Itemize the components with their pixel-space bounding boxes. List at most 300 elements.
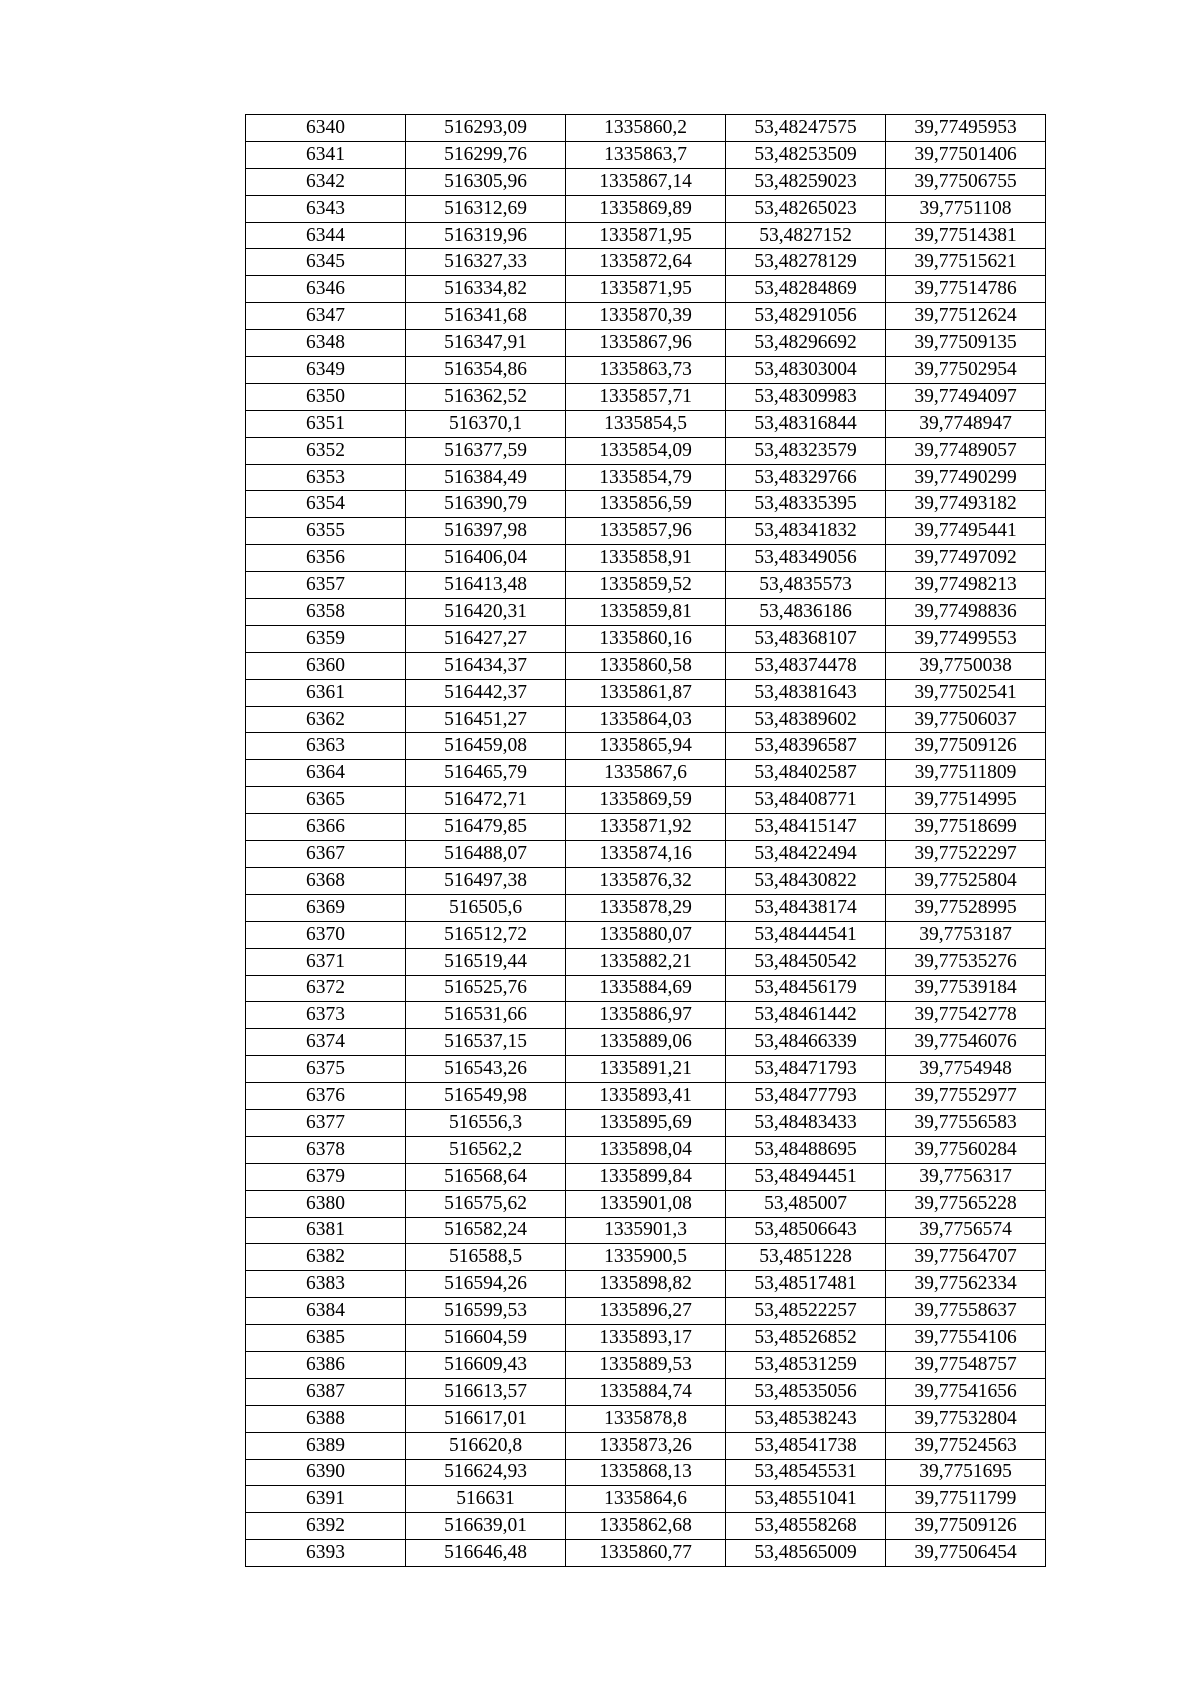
y-coordinate-cell: 1335889,06 — [566, 1029, 726, 1056]
table-row — [246, 545, 1046, 572]
point-number-cell: 6374 — [246, 1029, 406, 1056]
table-row — [246, 599, 1046, 626]
y-coordinate-cell: 1335854,09 — [566, 437, 726, 464]
longitude-cell: 39,77493182 — [886, 491, 1046, 518]
x-coordinate-cell: 516299,76 — [406, 141, 566, 168]
latitude-cell: 53,4835573 — [726, 572, 886, 599]
latitude-cell: 53,48522257 — [726, 1298, 886, 1325]
longitude-cell: 39,77514786 — [886, 276, 1046, 303]
table-row — [246, 141, 1046, 168]
latitude-cell: 53,48477793 — [726, 1083, 886, 1110]
y-coordinate-cell: 1335857,71 — [566, 383, 726, 410]
y-coordinate-cell: 1335878,8 — [566, 1405, 726, 1432]
latitude-cell: 53,48296692 — [726, 330, 886, 357]
point-number-cell: 6384 — [246, 1298, 406, 1325]
x-coordinate-cell: 516604,59 — [406, 1325, 566, 1352]
x-coordinate-cell: 516479,85 — [406, 814, 566, 841]
longitude-cell: 39,77528995 — [886, 894, 1046, 921]
latitude-cell: 53,48278129 — [726, 249, 886, 276]
y-coordinate-cell: 1335901,3 — [566, 1217, 726, 1244]
point-number-cell: 6375 — [246, 1056, 406, 1083]
latitude-cell: 53,48538243 — [726, 1405, 886, 1432]
y-coordinate-cell: 1335870,39 — [566, 303, 726, 330]
point-number-cell: 6377 — [246, 1109, 406, 1136]
point-number-cell: 6347 — [246, 303, 406, 330]
point-number-cell: 6356 — [246, 545, 406, 572]
latitude-cell: 53,48506643 — [726, 1217, 886, 1244]
point-number-cell: 6353 — [246, 464, 406, 491]
latitude-cell: 53,48444541 — [726, 921, 886, 948]
y-coordinate-cell: 1335856,59 — [566, 491, 726, 518]
longitude-cell: 39,77558637 — [886, 1298, 1046, 1325]
point-number-cell: 6342 — [246, 168, 406, 195]
point-number-cell: 6340 — [246, 115, 406, 142]
x-coordinate-cell: 516639,01 — [406, 1513, 566, 1540]
table-row — [246, 195, 1046, 222]
longitude-cell: 39,77539184 — [886, 975, 1046, 1002]
point-number-cell: 6393 — [246, 1540, 406, 1567]
table-row — [246, 1109, 1046, 1136]
longitude-cell: 39,77498213 — [886, 572, 1046, 599]
y-coordinate-cell: 1335898,82 — [566, 1271, 726, 1298]
x-coordinate-cell: 516613,57 — [406, 1378, 566, 1405]
longitude-cell: 39,77518699 — [886, 814, 1046, 841]
table-row — [246, 679, 1046, 706]
x-coordinate-cell: 516377,59 — [406, 437, 566, 464]
x-coordinate-cell: 516617,01 — [406, 1405, 566, 1432]
point-number-cell: 6373 — [246, 1002, 406, 1029]
x-coordinate-cell: 516442,37 — [406, 679, 566, 706]
point-number-cell: 6348 — [246, 330, 406, 357]
latitude-cell: 53,48526852 — [726, 1325, 886, 1352]
y-coordinate-cell: 1335880,07 — [566, 921, 726, 948]
y-coordinate-cell: 1335867,96 — [566, 330, 726, 357]
table-row — [246, 1432, 1046, 1459]
latitude-cell: 53,48430822 — [726, 867, 886, 894]
longitude-cell: 39,7748947 — [886, 410, 1046, 437]
x-coordinate-cell: 516390,79 — [406, 491, 566, 518]
point-number-cell: 6359 — [246, 625, 406, 652]
table-row — [246, 491, 1046, 518]
y-coordinate-cell: 1335859,52 — [566, 572, 726, 599]
x-coordinate-cell: 516370,1 — [406, 410, 566, 437]
y-coordinate-cell: 1335854,5 — [566, 410, 726, 437]
y-coordinate-cell: 1335891,21 — [566, 1056, 726, 1083]
longitude-cell: 39,77515621 — [886, 249, 1046, 276]
longitude-cell: 39,77562334 — [886, 1271, 1046, 1298]
y-coordinate-cell: 1335895,69 — [566, 1109, 726, 1136]
point-number-cell: 6389 — [246, 1432, 406, 1459]
point-number-cell: 6354 — [246, 491, 406, 518]
longitude-cell: 39,77511799 — [886, 1486, 1046, 1513]
longitude-cell: 39,77490299 — [886, 464, 1046, 491]
table-row — [246, 706, 1046, 733]
y-coordinate-cell: 1335860,58 — [566, 652, 726, 679]
point-number-cell: 6372 — [246, 975, 406, 1002]
table-row — [246, 733, 1046, 760]
y-coordinate-cell: 1335893,17 — [566, 1325, 726, 1352]
latitude-cell: 53,48389602 — [726, 706, 886, 733]
table-row — [246, 1002, 1046, 1029]
point-number-cell: 6350 — [246, 383, 406, 410]
x-coordinate-cell: 516620,8 — [406, 1432, 566, 1459]
point-number-cell: 6376 — [246, 1083, 406, 1110]
longitude-cell: 39,77509126 — [886, 733, 1046, 760]
table-row — [246, 1056, 1046, 1083]
x-coordinate-cell: 516631 — [406, 1486, 566, 1513]
longitude-cell: 39,77524563 — [886, 1432, 1046, 1459]
point-number-cell: 6368 — [246, 867, 406, 894]
point-number-cell: 6357 — [246, 572, 406, 599]
table-row — [246, 814, 1046, 841]
table-row — [246, 867, 1046, 894]
y-coordinate-cell: 1335854,79 — [566, 464, 726, 491]
x-coordinate-cell: 516347,91 — [406, 330, 566, 357]
table-row — [246, 1029, 1046, 1056]
point-number-cell: 6358 — [246, 599, 406, 626]
latitude-cell: 53,48415147 — [726, 814, 886, 841]
x-coordinate-cell: 516341,68 — [406, 303, 566, 330]
latitude-cell: 53,48396587 — [726, 733, 886, 760]
x-coordinate-cell: 516525,76 — [406, 975, 566, 1002]
latitude-cell: 53,48253509 — [726, 141, 886, 168]
table-row — [246, 1136, 1046, 1163]
longitude-cell: 39,77512624 — [886, 303, 1046, 330]
x-coordinate-cell: 516519,44 — [406, 948, 566, 975]
latitude-cell: 53,48450542 — [726, 948, 886, 975]
x-coordinate-cell: 516465,79 — [406, 760, 566, 787]
y-coordinate-cell: 1335876,32 — [566, 867, 726, 894]
y-coordinate-cell: 1335884,69 — [566, 975, 726, 1002]
table-row — [246, 383, 1046, 410]
x-coordinate-cell: 516459,08 — [406, 733, 566, 760]
latitude-cell: 53,4851228 — [726, 1244, 886, 1271]
longitude-cell: 39,7754948 — [886, 1056, 1046, 1083]
y-coordinate-cell: 1335874,16 — [566, 841, 726, 868]
longitude-cell: 39,77495953 — [886, 115, 1046, 142]
latitude-cell: 53,48303004 — [726, 357, 886, 384]
y-coordinate-cell: 1335889,53 — [566, 1351, 726, 1378]
x-coordinate-cell: 516293,09 — [406, 115, 566, 142]
latitude-cell: 53,48531259 — [726, 1351, 886, 1378]
point-number-cell: 6360 — [246, 652, 406, 679]
point-number-cell: 6392 — [246, 1513, 406, 1540]
y-coordinate-cell: 1335873,26 — [566, 1432, 726, 1459]
point-number-cell: 6352 — [246, 437, 406, 464]
table-row — [246, 1298, 1046, 1325]
point-number-cell: 6381 — [246, 1217, 406, 1244]
longitude-cell: 39,77564707 — [886, 1244, 1046, 1271]
y-coordinate-cell: 1335869,59 — [566, 787, 726, 814]
y-coordinate-cell: 1335871,92 — [566, 814, 726, 841]
latitude-cell: 53,48545531 — [726, 1459, 886, 1486]
y-coordinate-cell: 1335886,97 — [566, 1002, 726, 1029]
point-number-cell: 6346 — [246, 276, 406, 303]
point-number-cell: 6383 — [246, 1271, 406, 1298]
x-coordinate-cell: 516609,43 — [406, 1351, 566, 1378]
y-coordinate-cell: 1335864,03 — [566, 706, 726, 733]
point-number-cell: 6343 — [246, 195, 406, 222]
x-coordinate-cell: 516582,24 — [406, 1217, 566, 1244]
latitude-cell: 53,48291056 — [726, 303, 886, 330]
x-coordinate-cell: 516497,38 — [406, 867, 566, 894]
point-number-cell: 6351 — [246, 410, 406, 437]
point-number-cell: 6367 — [246, 841, 406, 868]
latitude-cell: 53,48329766 — [726, 464, 886, 491]
x-coordinate-cell: 516488,07 — [406, 841, 566, 868]
table-row — [246, 115, 1046, 142]
latitude-cell: 53,48408771 — [726, 787, 886, 814]
latitude-cell: 53,48335395 — [726, 491, 886, 518]
point-number-cell: 6378 — [246, 1136, 406, 1163]
y-coordinate-cell: 1335898,04 — [566, 1136, 726, 1163]
latitude-cell: 53,485007 — [726, 1190, 886, 1217]
table-row — [246, 357, 1046, 384]
longitude-cell: 39,77509135 — [886, 330, 1046, 357]
table-row — [246, 760, 1046, 787]
longitude-cell: 39,77514995 — [886, 787, 1046, 814]
latitude-cell: 53,48284869 — [726, 276, 886, 303]
latitude-cell: 53,48565009 — [726, 1540, 886, 1567]
y-coordinate-cell: 1335862,68 — [566, 1513, 726, 1540]
table-row — [246, 464, 1046, 491]
point-number-cell: 6380 — [246, 1190, 406, 1217]
table-row — [246, 330, 1046, 357]
point-number-cell: 6362 — [246, 706, 406, 733]
x-coordinate-cell: 516420,31 — [406, 599, 566, 626]
table-row — [246, 921, 1046, 948]
latitude-cell: 53,48422494 — [726, 841, 886, 868]
y-coordinate-cell: 1335896,27 — [566, 1298, 726, 1325]
table-row — [246, 652, 1046, 679]
x-coordinate-cell: 516599,53 — [406, 1298, 566, 1325]
longitude-cell: 39,77494097 — [886, 383, 1046, 410]
latitude-cell: 53,48488695 — [726, 1136, 886, 1163]
point-number-cell: 6345 — [246, 249, 406, 276]
table-row — [246, 975, 1046, 1002]
point-number-cell: 6387 — [246, 1378, 406, 1405]
longitude-cell: 39,77552977 — [886, 1083, 1046, 1110]
latitude-cell: 53,48323579 — [726, 437, 886, 464]
longitude-cell: 39,77497092 — [886, 545, 1046, 572]
longitude-cell: 39,7756574 — [886, 1217, 1046, 1244]
table-row — [246, 1271, 1046, 1298]
longitude-cell: 39,77546076 — [886, 1029, 1046, 1056]
x-coordinate-cell: 516512,72 — [406, 921, 566, 948]
point-number-cell: 6371 — [246, 948, 406, 975]
latitude-cell: 53,48558268 — [726, 1513, 886, 1540]
point-number-cell: 6366 — [246, 814, 406, 841]
longitude-cell: 39,7750038 — [886, 652, 1046, 679]
longitude-cell: 39,77506454 — [886, 1540, 1046, 1567]
point-number-cell: 6363 — [246, 733, 406, 760]
coordinates-table-body — [246, 115, 1046, 1567]
table-row — [246, 1190, 1046, 1217]
table-row — [246, 1351, 1046, 1378]
y-coordinate-cell: 1335859,81 — [566, 599, 726, 626]
y-coordinate-cell: 1335901,08 — [566, 1190, 726, 1217]
latitude-cell: 53,48259023 — [726, 168, 886, 195]
longitude-cell: 39,77498836 — [886, 599, 1046, 626]
point-number-cell: 6355 — [246, 518, 406, 545]
x-coordinate-cell: 516397,98 — [406, 518, 566, 545]
y-coordinate-cell: 1335867,6 — [566, 760, 726, 787]
point-number-cell: 6390 — [246, 1459, 406, 1486]
longitude-cell: 39,77506037 — [886, 706, 1046, 733]
longitude-cell: 39,77511809 — [886, 760, 1046, 787]
x-coordinate-cell: 516451,27 — [406, 706, 566, 733]
table-row — [246, 841, 1046, 868]
y-coordinate-cell: 1335882,21 — [566, 948, 726, 975]
longitude-cell: 39,77565228 — [886, 1190, 1046, 1217]
latitude-cell: 53,48483433 — [726, 1109, 886, 1136]
y-coordinate-cell: 1335900,5 — [566, 1244, 726, 1271]
longitude-cell: 39,77501406 — [886, 141, 1046, 168]
latitude-cell: 53,48402587 — [726, 760, 886, 787]
longitude-cell: 39,77514381 — [886, 222, 1046, 249]
longitude-cell: 39,7751695 — [886, 1459, 1046, 1486]
longitude-cell: 39,77525804 — [886, 867, 1046, 894]
longitude-cell: 39,77560284 — [886, 1136, 1046, 1163]
latitude-cell: 53,48368107 — [726, 625, 886, 652]
y-coordinate-cell: 1335869,89 — [566, 195, 726, 222]
latitude-cell: 53,48438174 — [726, 894, 886, 921]
latitude-cell: 53,48341832 — [726, 518, 886, 545]
point-number-cell: 6391 — [246, 1486, 406, 1513]
point-number-cell: 6370 — [246, 921, 406, 948]
table-row — [246, 410, 1046, 437]
y-coordinate-cell: 1335872,64 — [566, 249, 726, 276]
x-coordinate-cell: 516568,64 — [406, 1163, 566, 1190]
table-row — [246, 625, 1046, 652]
y-coordinate-cell: 1335868,13 — [566, 1459, 726, 1486]
x-coordinate-cell: 516549,98 — [406, 1083, 566, 1110]
latitude-cell: 53,4836186 — [726, 599, 886, 626]
x-coordinate-cell: 516556,3 — [406, 1109, 566, 1136]
latitude-cell: 53,48535056 — [726, 1378, 886, 1405]
table-row — [246, 1513, 1046, 1540]
longitude-cell: 39,77532804 — [886, 1405, 1046, 1432]
x-coordinate-cell: 516531,66 — [406, 1002, 566, 1029]
coordinates-table — [245, 114, 1046, 1567]
x-coordinate-cell: 516434,37 — [406, 652, 566, 679]
x-coordinate-cell: 516624,93 — [406, 1459, 566, 1486]
latitude-cell: 53,4827152 — [726, 222, 886, 249]
x-coordinate-cell: 516354,86 — [406, 357, 566, 384]
table-row — [246, 1459, 1046, 1486]
y-coordinate-cell: 1335899,84 — [566, 1163, 726, 1190]
latitude-cell: 53,48494451 — [726, 1163, 886, 1190]
table-row — [246, 1217, 1046, 1244]
point-number-cell: 6382 — [246, 1244, 406, 1271]
x-coordinate-cell: 516472,71 — [406, 787, 566, 814]
table-row — [246, 1540, 1046, 1567]
point-number-cell: 6385 — [246, 1325, 406, 1352]
latitude-cell: 53,48265023 — [726, 195, 886, 222]
table-row — [246, 948, 1046, 975]
latitude-cell: 53,48381643 — [726, 679, 886, 706]
longitude-cell: 39,77495441 — [886, 518, 1046, 545]
y-coordinate-cell: 1335863,7 — [566, 141, 726, 168]
x-coordinate-cell: 516588,5 — [406, 1244, 566, 1271]
table-row — [246, 518, 1046, 545]
x-coordinate-cell: 516319,96 — [406, 222, 566, 249]
x-coordinate-cell: 516413,48 — [406, 572, 566, 599]
longitude-cell: 39,7751108 — [886, 195, 1046, 222]
longitude-cell: 39,77542778 — [886, 1002, 1046, 1029]
y-coordinate-cell: 1335860,16 — [566, 625, 726, 652]
table-row — [246, 276, 1046, 303]
longitude-cell: 39,77502954 — [886, 357, 1046, 384]
y-coordinate-cell: 1335867,14 — [566, 168, 726, 195]
table-row — [246, 1244, 1046, 1271]
x-coordinate-cell: 516575,62 — [406, 1190, 566, 1217]
x-coordinate-cell: 516334,82 — [406, 276, 566, 303]
x-coordinate-cell: 516327,33 — [406, 249, 566, 276]
longitude-cell: 39,77541656 — [886, 1378, 1046, 1405]
x-coordinate-cell: 516362,52 — [406, 383, 566, 410]
y-coordinate-cell: 1335878,29 — [566, 894, 726, 921]
y-coordinate-cell: 1335865,94 — [566, 733, 726, 760]
longitude-cell: 39,77509126 — [886, 1513, 1046, 1540]
point-number-cell: 6364 — [246, 760, 406, 787]
x-coordinate-cell: 516562,2 — [406, 1136, 566, 1163]
y-coordinate-cell: 1335864,6 — [566, 1486, 726, 1513]
y-coordinate-cell: 1335871,95 — [566, 276, 726, 303]
latitude-cell: 53,48349056 — [726, 545, 886, 572]
latitude-cell: 53,48541738 — [726, 1432, 886, 1459]
longitude-cell: 39,77535276 — [886, 948, 1046, 975]
longitude-cell: 39,77556583 — [886, 1109, 1046, 1136]
table-row — [246, 222, 1046, 249]
x-coordinate-cell: 516505,6 — [406, 894, 566, 921]
y-coordinate-cell: 1335857,96 — [566, 518, 726, 545]
x-coordinate-cell: 516543,26 — [406, 1056, 566, 1083]
longitude-cell: 39,7756317 — [886, 1163, 1046, 1190]
table-row — [246, 572, 1046, 599]
point-number-cell: 6379 — [246, 1163, 406, 1190]
latitude-cell: 53,48309983 — [726, 383, 886, 410]
x-coordinate-cell: 516427,27 — [406, 625, 566, 652]
table-row — [246, 303, 1046, 330]
point-number-cell: 6349 — [246, 357, 406, 384]
longitude-cell: 39,77554106 — [886, 1325, 1046, 1352]
point-number-cell: 6386 — [246, 1351, 406, 1378]
table-row — [246, 437, 1046, 464]
y-coordinate-cell: 1335893,41 — [566, 1083, 726, 1110]
y-coordinate-cell: 1335861,87 — [566, 679, 726, 706]
latitude-cell: 53,48461442 — [726, 1002, 886, 1029]
y-coordinate-cell: 1335863,73 — [566, 357, 726, 384]
table-row — [246, 1378, 1046, 1405]
y-coordinate-cell: 1335860,2 — [566, 115, 726, 142]
x-coordinate-cell: 516312,69 — [406, 195, 566, 222]
point-number-cell: 6341 — [246, 141, 406, 168]
table-row — [246, 168, 1046, 195]
point-number-cell: 6369 — [246, 894, 406, 921]
latitude-cell: 53,48551041 — [726, 1486, 886, 1513]
longitude-cell: 39,77499553 — [886, 625, 1046, 652]
x-coordinate-cell: 516305,96 — [406, 168, 566, 195]
table-row — [246, 894, 1046, 921]
point-number-cell: 6365 — [246, 787, 406, 814]
latitude-cell: 53,48374478 — [726, 652, 886, 679]
y-coordinate-cell: 1335858,91 — [566, 545, 726, 572]
latitude-cell: 53,48517481 — [726, 1271, 886, 1298]
y-coordinate-cell: 1335860,77 — [566, 1540, 726, 1567]
x-coordinate-cell: 516537,15 — [406, 1029, 566, 1056]
x-coordinate-cell: 516406,04 — [406, 545, 566, 572]
